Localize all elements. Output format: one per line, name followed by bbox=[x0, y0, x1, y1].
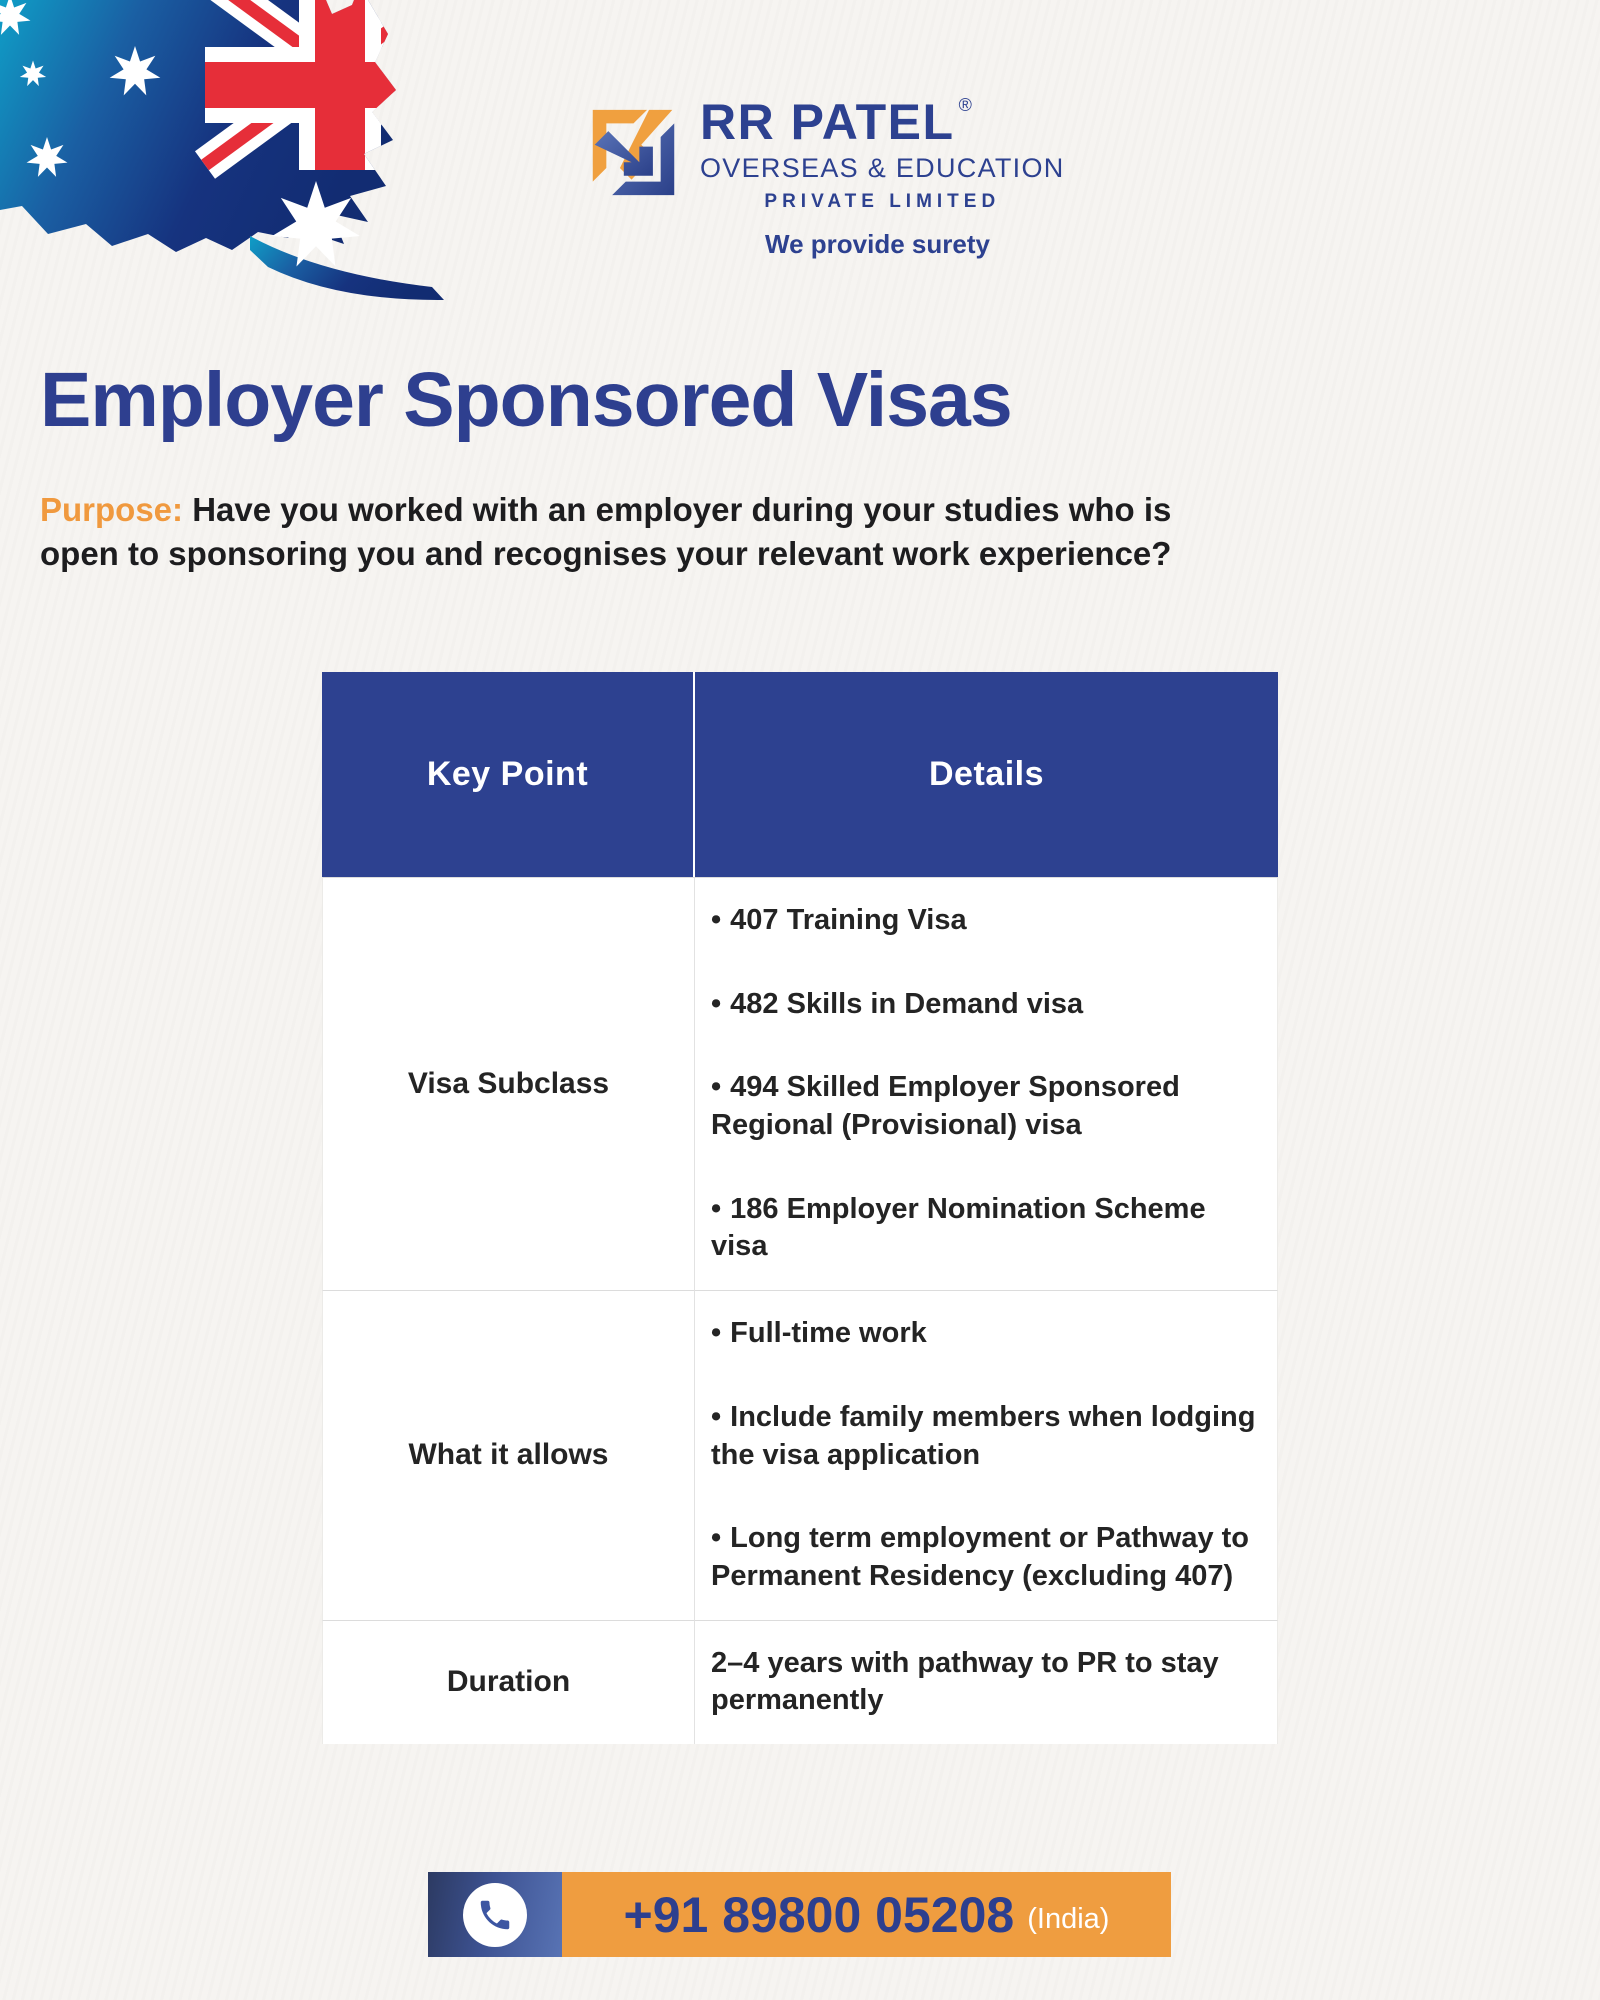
detail-item: • 494 Skilled Employer Sponsored Regional (Provisional) visa bbox=[711, 1071, 1180, 1142]
bullet-icon: • bbox=[711, 1192, 722, 1225]
detail-item: • Full-time work bbox=[711, 1317, 927, 1350]
brand-tagline: We provide surety bbox=[765, 229, 990, 259]
detail-item: • 482 Skills in Demand visa bbox=[711, 987, 1084, 1020]
column-header-details: Details bbox=[695, 672, 1278, 877]
phone-icon bbox=[476, 1896, 514, 1934]
registered-trademark-icon: ® bbox=[958, 95, 974, 115]
visa-table bbox=[322, 672, 1278, 1744]
brand-subtitle2: PRIVATE LIMITED bbox=[764, 191, 1001, 212]
phone-icon-circle bbox=[463, 1883, 527, 1947]
australia-flag-graphic bbox=[0, 0, 470, 310]
detail-item: • Include family members when lodging the visa application bbox=[711, 1400, 1256, 1471]
details-duration bbox=[695, 1620, 1278, 1744]
duration-text: 2–4 years with pathway to PR to stay permanently bbox=[711, 1646, 1219, 1717]
bullet-icon: • bbox=[711, 1317, 722, 1350]
row-key-duration: Duration bbox=[322, 1620, 695, 1744]
bullet-icon: • bbox=[711, 1400, 722, 1433]
purpose-text: Have you worked with an employer during your studies who is open to sponsoring you and recognises your relevant work experience? bbox=[40, 491, 1172, 572]
detail-item: • 186 Employer Nomination Scheme visa bbox=[711, 1192, 1206, 1263]
phone-number: +91 89800 05208 bbox=[623, 1886, 1015, 1943]
page-title: Employer Sponsored Visas bbox=[40, 357, 1012, 443]
bullet-icon: • bbox=[711, 987, 722, 1020]
bullet-icon: • bbox=[711, 904, 722, 936]
brand-name: RR PATEL ® bbox=[700, 94, 974, 150]
details-visa-subclass bbox=[695, 877, 1278, 1290]
phone-icon-box bbox=[428, 1872, 562, 1957]
details-what-it-allows bbox=[695, 1290, 1278, 1619]
detail-item: • 407 Training Visa bbox=[711, 904, 967, 936]
row-key-visa-subclass: Visa Subclass bbox=[322, 877, 695, 1290]
phone-region-label: (India) bbox=[1027, 1903, 1110, 1935]
bullet-icon: • bbox=[711, 1071, 722, 1104]
brand-block bbox=[585, 96, 1065, 260]
column-header-key-point: Key Point bbox=[322, 672, 695, 877]
purpose-paragraph bbox=[40, 488, 1185, 576]
detail-item: • Long term employment or Pathway to Permanent Residency (excluding 407) bbox=[711, 1522, 1249, 1592]
bullet-icon: • bbox=[711, 1522, 722, 1555]
purpose-label: Purpose: bbox=[40, 491, 184, 528]
phone-text bbox=[562, 1872, 1171, 1957]
phone-banner[interactable] bbox=[428, 1872, 1171, 1957]
brand-subtitle: OVERSEAS & EDUCATION bbox=[700, 153, 1065, 183]
rr-patel-logo-icon bbox=[585, 104, 682, 201]
row-key-what-it-allows: What it allows bbox=[322, 1290, 695, 1619]
